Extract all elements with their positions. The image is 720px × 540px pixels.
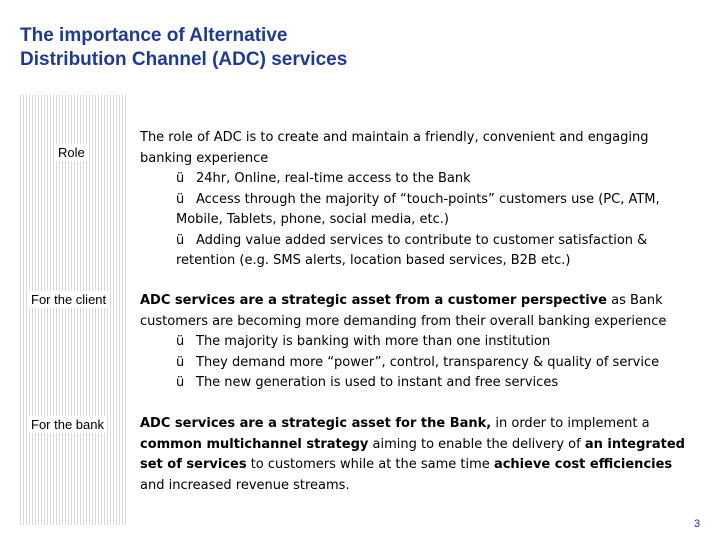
page-number: 3	[694, 518, 701, 530]
client-bullet-text: They demand more “power”, control, transparency & quality of service	[196, 354, 660, 370]
bank-bold-3: an integrated set of services	[140, 436, 685, 472]
client-intro-rest: as Bank customers are becoming more demanding from their overall banking experience	[140, 293, 667, 329]
check-icon: ü	[176, 375, 185, 390]
client-intro-bold: ADC services are a strategic asset from a customer perspective	[140, 293, 607, 308]
client-section	[140, 291, 700, 394]
bank-text-4: and increased revenue streams.	[140, 477, 350, 493]
client-bullet-text: The new generation is used to instant and free services	[196, 375, 559, 390]
check-icon: ü	[176, 354, 185, 370]
role-bullet	[140, 190, 700, 231]
role-bullet-text: Adding value added services to contribute to customer satisfaction & retention (e.g. SMS alerts, location based services, B2B etc.)	[176, 232, 648, 268]
bank-bold-4: achieve cost efficiencies	[493, 457, 673, 472]
client-bullet	[140, 373, 700, 394]
role-bullet-text: 24hr, Online, real-time access to the Bank	[196, 171, 471, 186]
role-bullet-text: Access through the majority of “touch-points” customers use (PC, ATM, Mobile, Tablets, phone, social media, etc.)	[176, 191, 660, 227]
role-bullet	[140, 169, 700, 190]
label-for-the-bank: For the bank	[28, 416, 107, 433]
bank-text-3: to customers while at the same time	[246, 457, 494, 472]
bank-section	[140, 414, 700, 496]
client-bullet-text: The majority is banking with more than one institution	[196, 334, 551, 349]
label-role: Role	[55, 144, 88, 161]
check-icon: ü	[176, 334, 185, 349]
bank-paragraph	[140, 414, 700, 496]
client-bullet	[140, 332, 700, 353]
title-line-1: The importance of Alternative	[20, 25, 288, 46]
role-intro: The role of ADC is to create and maintain a friendly, convenient and engaging banking experience	[140, 130, 649, 166]
page-title	[20, 24, 347, 72]
bank-bold-1: ADC services are a strategic asset for the Bank,	[140, 416, 492, 431]
client-intro	[140, 291, 700, 332]
check-icon: ü	[176, 232, 185, 248]
check-icon: ü	[176, 191, 185, 207]
label-for-the-client: For the client	[28, 291, 109, 308]
title-line-2: Distribution Channel (ADC) services	[20, 49, 348, 70]
check-icon: ü	[176, 171, 185, 186]
role-bullet	[140, 231, 700, 272]
client-bullet	[140, 353, 700, 374]
bank-bold-2: common multichannel strategy	[140, 436, 369, 452]
role-section	[140, 128, 700, 272]
bank-text-1: in order to implement a	[491, 416, 650, 431]
bank-text-2: aiming to enable the delivery of	[368, 436, 585, 452]
